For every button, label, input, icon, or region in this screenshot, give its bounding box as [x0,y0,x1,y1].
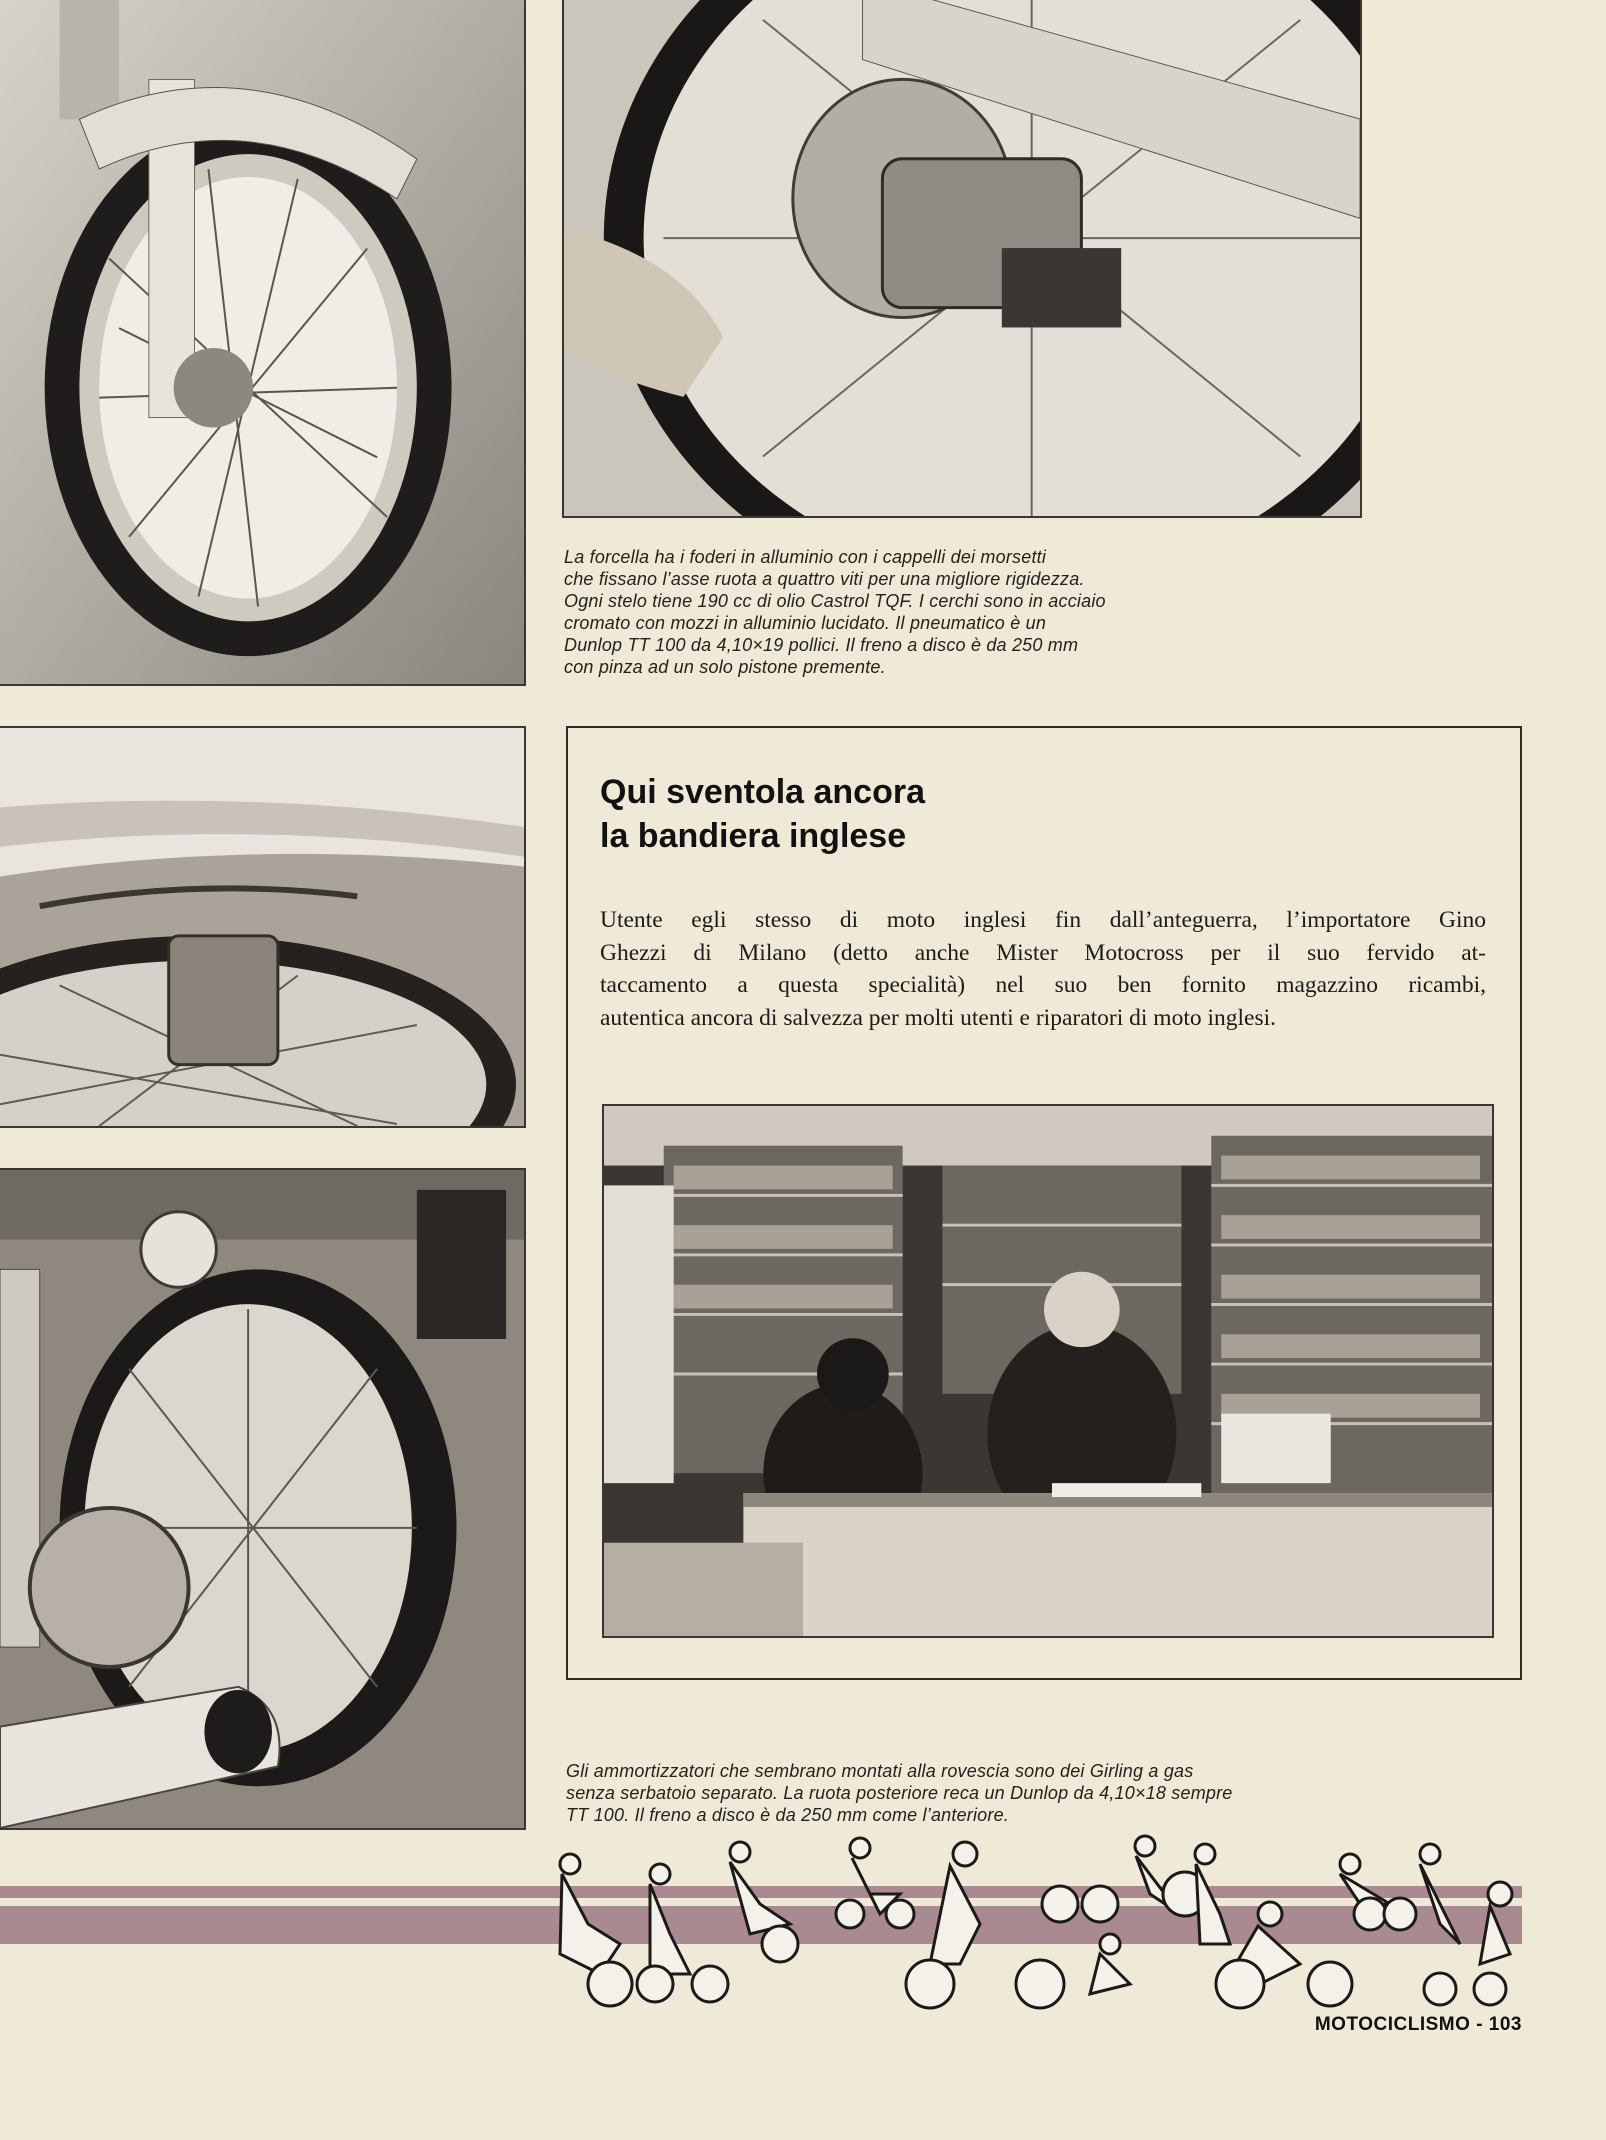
disc-brake-image [564,0,1360,516]
rear-caption-line: TT 100. Il freno a disco è da 250 mm come l’anteriore. [566,1805,1010,1825]
motocross-riders-icon [540,1834,1530,2014]
page-number: 103 [1488,2014,1522,2035]
magazine-footer [1315,2014,1522,2036]
sidebar-body-line: taccamento a questa specialità) nel suo ben fornito magazzino ricambi, [600,972,1486,998]
spare-parts-shop-photo [602,1104,1494,1638]
magazine-name: MOTOCICLISMO [1314,2014,1471,2035]
rear-wheel-image [0,1170,524,1828]
fork-caption [564,546,1106,678]
front-wheel-photo [0,0,526,686]
sidebar-title-line: Qui sventola ancora [600,773,925,811]
rear-wheel-photo [0,1168,526,1830]
sidebar-body-line: Ghezzi di Milano (detto anche Mister Motocross per il suo fervido at- [600,939,1486,966]
tank-caliper-image [0,728,524,1126]
sidebar-title [600,770,925,858]
rear-caption-line: Gli ammortizzatori che sembrano montati alla rovescia sono dei Girling a gas [566,1761,1194,1781]
shop-image [604,1106,1492,1636]
sidebar-body [600,904,1486,1034]
front-wheel-image [0,0,524,684]
fork-caption-line: La forcella ha i foderi in alluminio con i cappelli dei morsetti [564,547,1047,567]
fork-caption-line: Ogni stelo tiene 190 cc di olio Castrol TQF. I cerchi sono in acciaio [564,591,1106,611]
sidebar-body-line: Utente egli stesso di moto inglesi fin dall’anteguerra, l’importatore Gino [600,907,1486,933]
fork-caption-line: cromato con mozzi in alluminio lucidato. Il pneumatico è un [564,613,1047,633]
rear-caption [566,1760,1233,1826]
sidebar-title-line: la bandiera inglese [600,817,907,855]
fork-caption-line: che fissano l’asse ruota a quattro viti per una migliore rigidezza. [564,569,1085,589]
fork-caption-line: Dunlop TT 100 da 4,10×19 pollici. Il freno a disco è da 250 mm [564,635,1079,655]
fork-caption-line: con pinza ad un solo pistone premente. [564,657,886,677]
sidebar-body-line: autentica ancora di salvezza per molti utenti e riparatori di moto inglesi. [600,1004,1277,1031]
sidebar-box [566,726,1522,1680]
tank-caliper-photo [0,726,526,1128]
rear-caption-line: senza serbatoio separato. La ruota posteriore reca un Dunlop da 4,10×18 sempre [566,1783,1233,1803]
disc-brake-closeup-photo [562,0,1362,518]
footer-separator: - [1476,2014,1484,2035]
